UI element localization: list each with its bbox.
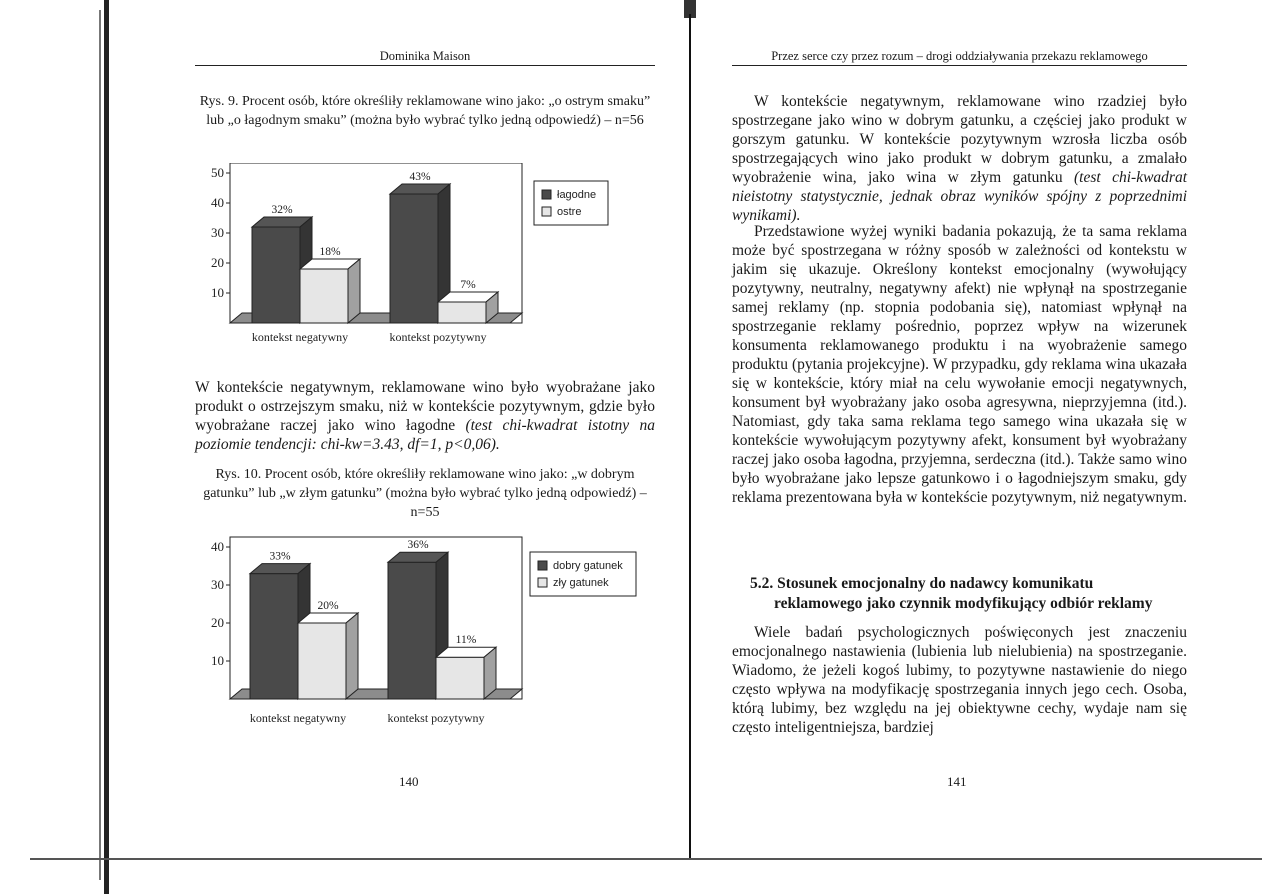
scan-edge-shadow bbox=[99, 10, 101, 880]
data-label: 7% bbox=[460, 279, 476, 291]
right-paragraph-1-italic: (test chi-kwadrat nieistotny statystycznie, jednak obraz wyników spójny z poprzednimi wynikami). bbox=[732, 169, 1188, 224]
legend-swatch bbox=[538, 561, 547, 570]
y-tick-label: 30 bbox=[211, 577, 224, 592]
right-page-number: 141 bbox=[947, 774, 967, 789]
bar-series2 bbox=[438, 302, 486, 323]
section-heading-line1: 5.2. Stosunek emocjonalny do nadawcy komunikatu bbox=[750, 575, 1094, 592]
data-label: 20% bbox=[317, 600, 339, 612]
data-label: 43% bbox=[409, 171, 431, 183]
y-tick-label: 10 bbox=[211, 653, 224, 668]
right-paragraph-2: Przedstawione wyżej wyniki badania pokazują, że ta sama reklama może być spostrzegana w różny sposób w zależności od kontekstu w jakim się ukazuje. Określony kontekst emocjonalny (wywołujący pozytywny, neutralny, negatywny afekt) nie wpłynął na spostrzeganie samej reklamy (np. stopnia podobania się), natomiast wpłynął na spostrzeganie reklamy pośrednio, poprzez wpływ na wizerunek konsumenta reklamowanego produktu i na wyobrażenie samego produktu (pytania projekcyjne). W przypadku, gdy reklama wina ukazała się w kontekście, który miał na celu wywołanie emocji negatywnych, konsument był wyobrażany jako osoba agresywna, nieprzyjemna (itd.). Natomiast, gdy taka sama reklama tego samego wina ukazała się w kontekście wywołującym pozytywny afekt, konsument był wyobrażany raczej jako osoba łagodna, przyjemna, serdeczna (itd.). Także samo wino było wyobrażane jako lepsze gatunkowo i o łagodniejszym smaku, gdy reklama prezentowana była w kontekście pozytywnym, niż negatywnym. bbox=[732, 223, 1187, 506]
right-running-head: Przez serce czy przez rozum – drogi oddziaływania przekazu reklamowego bbox=[732, 49, 1187, 66]
legend-label: ostre bbox=[557, 206, 582, 218]
bar-series1 bbox=[390, 194, 438, 323]
legend-label: łagodne bbox=[557, 189, 597, 201]
left-paragraph-italic: (test chi-kwadrat istotny na poziomie tendencji: chi-kw=3.43, df=1, p<0,06). bbox=[195, 417, 655, 453]
data-label: 36% bbox=[407, 539, 429, 552]
y-tick-label: 20 bbox=[211, 255, 224, 270]
legend-box bbox=[530, 552, 636, 596]
right-paragraph-1 bbox=[732, 92, 1187, 225]
legend-box bbox=[534, 181, 608, 225]
y-tick-label: 40 bbox=[211, 195, 224, 210]
legend-swatch bbox=[542, 190, 551, 199]
left-running-head: Dominika Maison bbox=[195, 49, 655, 66]
bar-series1 bbox=[388, 562, 436, 699]
section-heading-line2: reklamowego jako czynnik modyfikujący odbiór reklamy bbox=[774, 595, 1153, 612]
left-page-number: 140 bbox=[399, 774, 419, 789]
data-label: 33% bbox=[269, 550, 291, 563]
book-spine bbox=[689, 14, 691, 860]
left-paragraph-text: W kontekście negatywnym, reklamowane wino było wyobrażane jako produkt o ostrzejszym smaku, niż w kontekście pozytywnym, gdzie było wyobrażane raczej jako wino łagodne bbox=[195, 379, 655, 434]
y-tick-label: 40 bbox=[211, 539, 224, 554]
y-tick-label: 30 bbox=[211, 225, 224, 240]
scan-bottom-edge bbox=[30, 858, 1262, 860]
right-paragraph-1-text: W kontekście negatywnym, reklamowane wino rzadziej było spostrzegane jako wino w dobrym gatunku, a częściej jako produkt w gorszym gatunku. W kontekście pozytywnym wzrosła liczba osób spostrzegających wino jako produkt w dobrym gatunku, a zmalało wyobrażenie wina, jako wina w złym gatunku bbox=[732, 93, 1187, 186]
category-label: kontekst pozytywny bbox=[389, 330, 487, 344]
bar-side-face bbox=[348, 259, 360, 323]
legend-swatch bbox=[538, 578, 547, 587]
data-label: 18% bbox=[319, 246, 341, 258]
data-label: 32% bbox=[271, 204, 293, 216]
figure9-chart bbox=[192, 163, 612, 353]
figure10-chart bbox=[192, 536, 642, 731]
right-paragraph-3: Wiele badań psychologicznych poświęconych jest znaczeniu emocjonalnego nastawienia (lubienia lub nielubienia) na spostrzeganie. Wiadomo, że jeżeli kogoś lubimy, to pozytywne nastawienie do niego często wpływa na modyfikację spostrzegania innych jego cech. Osoba, którą lubimy, bez względu na jej obiektywne cechy, wydaje nam się często inteligentniejsza, bardziej bbox=[732, 624, 1187, 736]
bar-series1 bbox=[250, 574, 298, 699]
category-label: kontekst pozytywny bbox=[387, 711, 485, 725]
figure9-caption: Rys. 9. Procent osób, które określiły reklamowane wino jako: „o ostrym smaku” lub „o łagodnym smaku” (można było wybrać tylko jedną odpowiedź) – n=56 bbox=[199, 94, 651, 128]
legend-label: zły gatunek bbox=[553, 577, 609, 589]
y-tick-label: 10 bbox=[211, 285, 224, 300]
legend-swatch bbox=[542, 207, 551, 216]
bar-series2 bbox=[300, 269, 348, 323]
category-label: kontekst negatywny bbox=[249, 711, 347, 725]
section-heading bbox=[750, 574, 1190, 614]
bar-series1 bbox=[252, 227, 300, 323]
data-label: 11% bbox=[455, 634, 477, 647]
figure10-caption: Rys. 10. Procent osób, które określiły reklamowane wino jako: „w dobrym gatunku” lub „w złym gatunku” (można było wybrać tylko jedną odpowiedź) – n=55 bbox=[203, 467, 647, 520]
left-paragraph bbox=[195, 378, 655, 454]
bar-side-face bbox=[346, 613, 358, 699]
bar-series2 bbox=[298, 623, 346, 699]
bar-series2 bbox=[436, 657, 484, 699]
y-tick-label: 50 bbox=[211, 165, 224, 180]
category-label: kontekst negatywny bbox=[251, 330, 349, 344]
legend-label: dobry gatunek bbox=[553, 560, 623, 572]
y-tick-label: 20 bbox=[211, 615, 224, 630]
scan-edge bbox=[104, 0, 109, 894]
